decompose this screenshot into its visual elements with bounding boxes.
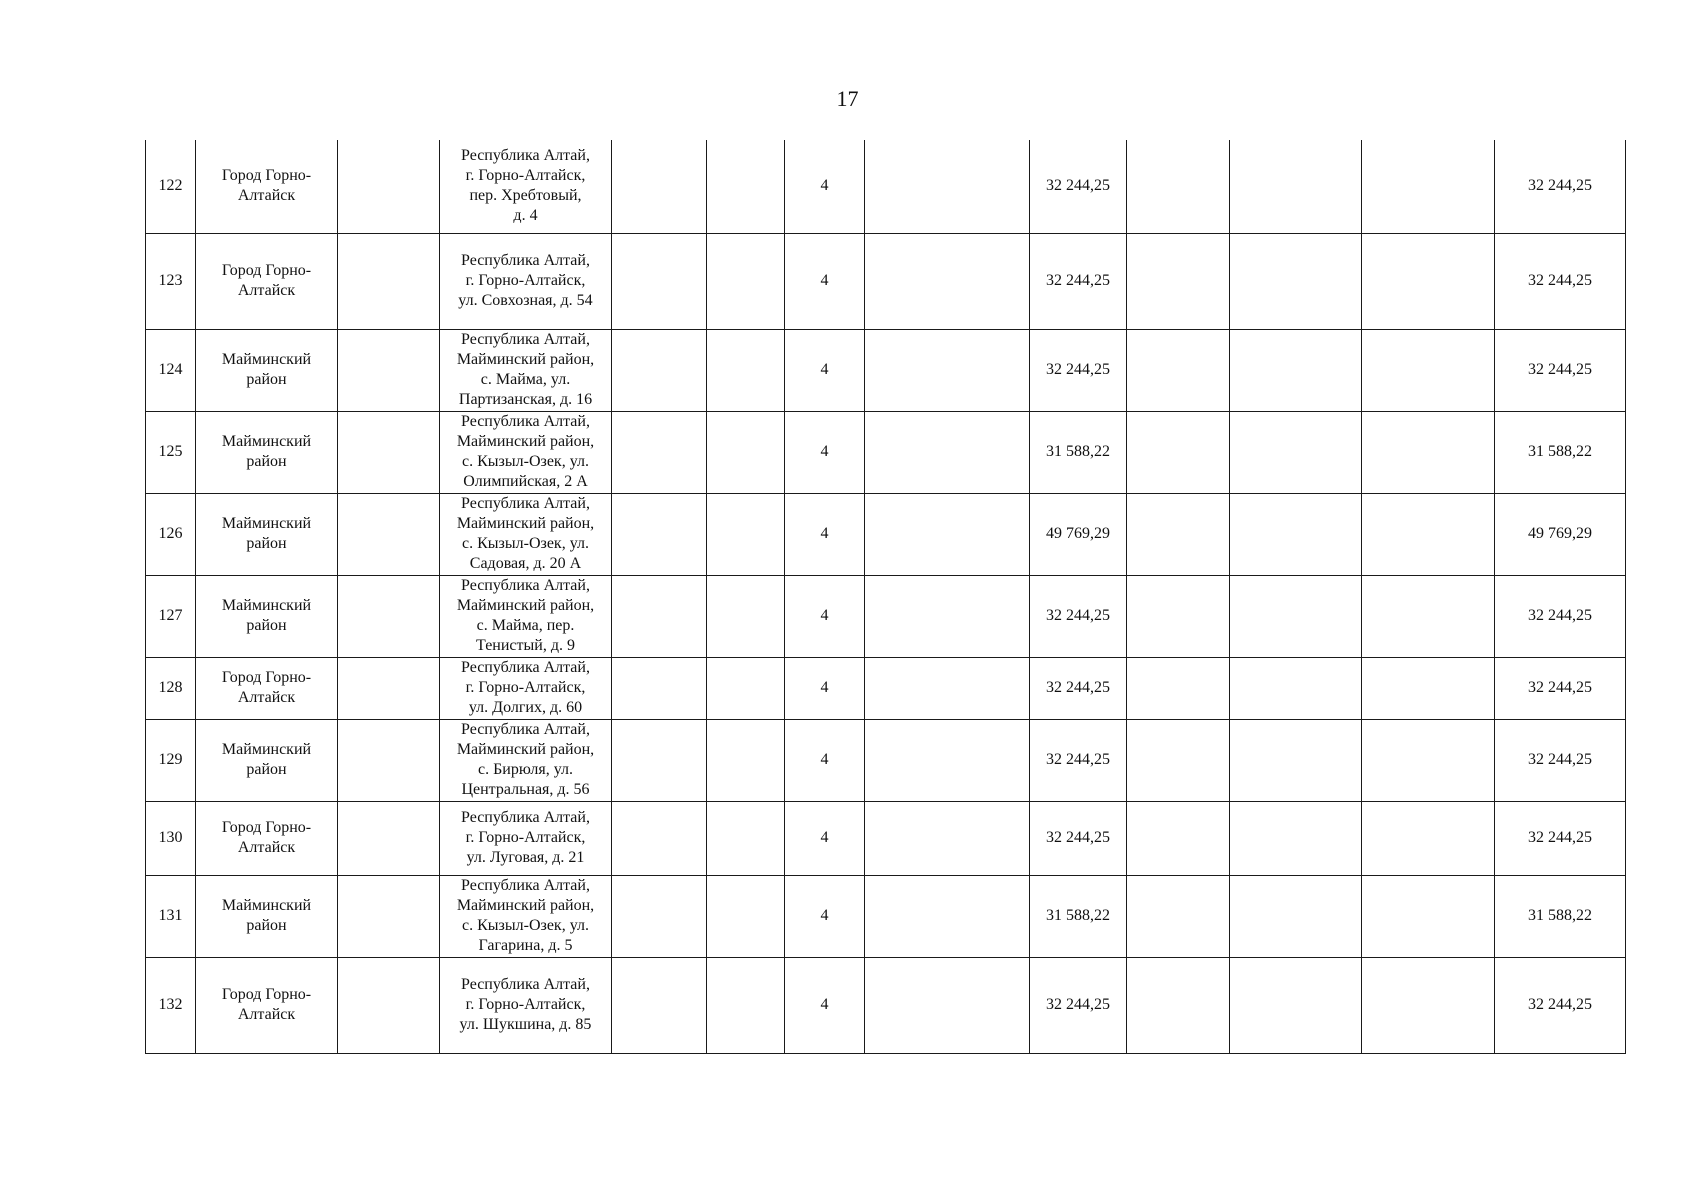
empty-cell: [612, 957, 707, 1053]
empty-cell: [612, 801, 707, 875]
quantity-cell: 4: [785, 875, 865, 957]
empty-cell: [1362, 233, 1495, 329]
empty-cell: [707, 140, 785, 233]
empty-cell: [338, 657, 440, 719]
empty-cell: [1362, 657, 1495, 719]
row-number: 127: [146, 575, 196, 657]
address-cell: Республика Алтай, Майминский район, с. Майма, ул. Партизанская, д. 16: [440, 329, 612, 411]
total-cell: 32 244,25: [1495, 329, 1626, 411]
row-number: 129: [146, 719, 196, 801]
quantity-cell: 4: [785, 140, 865, 233]
empty-cell: [338, 801, 440, 875]
empty-cell: [612, 233, 707, 329]
empty-cell: [338, 140, 440, 233]
table-row: [146, 575, 1626, 657]
empty-cell: [1127, 233, 1230, 329]
table-row: [146, 875, 1626, 957]
row-number: 131: [146, 875, 196, 957]
empty-cell: [338, 493, 440, 575]
empty-cell: [1230, 140, 1362, 233]
empty-cell: [1230, 411, 1362, 493]
table-row: [146, 140, 1626, 233]
row-number: 123: [146, 233, 196, 329]
row-number: 128: [146, 657, 196, 719]
district-cell: Майминский район: [196, 493, 338, 575]
page-number: 17: [836, 86, 859, 111]
address-cell: Республика Алтай, г. Горно-Алтайск, ул. Луговая, д. 21: [440, 801, 612, 875]
address-cell: Республика Алтай, г. Горно-Алтайск, пер. Хребтовый, д. 4: [440, 140, 612, 233]
empty-cell: [612, 657, 707, 719]
empty-cell: [865, 140, 1030, 233]
empty-cell: [1230, 719, 1362, 801]
amount-cell: 32 244,25: [1030, 140, 1127, 233]
empty-cell: [1230, 233, 1362, 329]
empty-cell: [707, 719, 785, 801]
district-cell: Майминский район: [196, 329, 338, 411]
row-number: 124: [146, 329, 196, 411]
empty-cell: [865, 657, 1030, 719]
quantity-cell: 4: [785, 493, 865, 575]
empty-cell: [707, 575, 785, 657]
empty-cell: [707, 329, 785, 411]
amount-cell: 32 244,25: [1030, 329, 1127, 411]
empty-cell: [707, 957, 785, 1053]
amount-cell: 31 588,22: [1030, 411, 1127, 493]
table-body: [146, 140, 1626, 1053]
row-number: 130: [146, 801, 196, 875]
district-cell: Город Горно- Алтайск: [196, 657, 338, 719]
registry-table: [145, 140, 1626, 1054]
address-cell: Республика Алтай, Майминский район, с. Кызыл-Озек, ул. Гагарина, д. 5: [440, 875, 612, 957]
empty-cell: [612, 719, 707, 801]
total-cell: 32 244,25: [1495, 575, 1626, 657]
empty-cell: [1127, 493, 1230, 575]
district-cell: Город Горно- Алтайск: [196, 233, 338, 329]
district-cell: Майминский район: [196, 875, 338, 957]
empty-cell: [1127, 719, 1230, 801]
amount-cell: 32 244,25: [1030, 957, 1127, 1053]
empty-cell: [1362, 493, 1495, 575]
empty-cell: [1230, 801, 1362, 875]
empty-cell: [865, 957, 1030, 1053]
empty-cell: [865, 719, 1030, 801]
address-cell: Республика Алтай, г. Горно-Алтайск, ул. Шукшина, д. 85: [440, 957, 612, 1053]
empty-cell: [338, 411, 440, 493]
empty-cell: [338, 719, 440, 801]
row-number: 125: [146, 411, 196, 493]
empty-cell: [1127, 657, 1230, 719]
address-cell: Республика Алтай, Майминский район, с. Кызыл-Озек, ул. Олимпийская, 2 А: [440, 411, 612, 493]
empty-cell: [865, 329, 1030, 411]
quantity-cell: 4: [785, 801, 865, 875]
empty-cell: [1230, 329, 1362, 411]
empty-cell: [338, 233, 440, 329]
empty-cell: [1127, 875, 1230, 957]
district-cell: Город Горно- Алтайск: [196, 801, 338, 875]
empty-cell: [707, 657, 785, 719]
empty-cell: [338, 329, 440, 411]
table-row: [146, 411, 1626, 493]
total-cell: 32 244,25: [1495, 719, 1626, 801]
empty-cell: [1230, 493, 1362, 575]
address-cell: Республика Алтай, Майминский район, с. Кызыл-Озек, ул. Садовая, д. 20 А: [440, 493, 612, 575]
quantity-cell: 4: [785, 329, 865, 411]
empty-cell: [1127, 411, 1230, 493]
row-number: 122: [146, 140, 196, 233]
quantity-cell: 4: [785, 957, 865, 1053]
quantity-cell: 4: [785, 719, 865, 801]
empty-cell: [338, 875, 440, 957]
empty-cell: [1230, 657, 1362, 719]
amount-cell: 32 244,25: [1030, 801, 1127, 875]
quantity-cell: 4: [785, 575, 865, 657]
address-cell: Республика Алтай, Майминский район, с. Бирюля, ул. Центральная, д. 56: [440, 719, 612, 801]
empty-cell: [1127, 957, 1230, 1053]
address-cell: Республика Алтай, г. Горно-Алтайск, ул. Долгих, д. 60: [440, 657, 612, 719]
empty-cell: [612, 329, 707, 411]
table-row: [146, 719, 1626, 801]
empty-cell: [865, 875, 1030, 957]
district-cell: Город Горно- Алтайск: [196, 957, 338, 1053]
table-row: [146, 801, 1626, 875]
amount-cell: 32 244,25: [1030, 719, 1127, 801]
total-cell: 32 244,25: [1495, 140, 1626, 233]
amount-cell: 32 244,25: [1030, 233, 1127, 329]
total-cell: 31 588,22: [1495, 875, 1626, 957]
empty-cell: [865, 575, 1030, 657]
empty-cell: [612, 411, 707, 493]
empty-cell: [707, 411, 785, 493]
quantity-cell: 4: [785, 657, 865, 719]
total-cell: 32 244,25: [1495, 801, 1626, 875]
empty-cell: [338, 957, 440, 1053]
amount-cell: 32 244,25: [1030, 575, 1127, 657]
table-row: [146, 957, 1626, 1053]
address-cell: Республика Алтай, Майминский район, с. Майма, пер. Тенистый, д. 9: [440, 575, 612, 657]
empty-cell: [1362, 140, 1495, 233]
empty-cell: [612, 575, 707, 657]
empty-cell: [1230, 875, 1362, 957]
empty-cell: [612, 875, 707, 957]
empty-cell: [707, 801, 785, 875]
empty-cell: [1230, 575, 1362, 657]
quantity-cell: 4: [785, 233, 865, 329]
empty-cell: [865, 493, 1030, 575]
address-cell: Республика Алтай, г. Горно-Алтайск, ул. Совхозная, д. 54: [440, 233, 612, 329]
empty-cell: [612, 140, 707, 233]
empty-cell: [1362, 875, 1495, 957]
district-cell: Город Горно- Алтайск: [196, 140, 338, 233]
empty-cell: [865, 411, 1030, 493]
empty-cell: [1127, 329, 1230, 411]
empty-cell: [1362, 411, 1495, 493]
district-cell: Майминский район: [196, 411, 338, 493]
table-row: [146, 493, 1626, 575]
district-cell: Майминский район: [196, 719, 338, 801]
total-cell: 32 244,25: [1495, 957, 1626, 1053]
total-cell: 49 769,29: [1495, 493, 1626, 575]
empty-cell: [1362, 719, 1495, 801]
row-number: 126: [146, 493, 196, 575]
total-cell: 32 244,25: [1495, 233, 1626, 329]
total-cell: 31 588,22: [1495, 411, 1626, 493]
district-cell: Майминский район: [196, 575, 338, 657]
table-row: [146, 329, 1626, 411]
total-cell: 32 244,25: [1495, 657, 1626, 719]
empty-cell: [1362, 575, 1495, 657]
empty-cell: [612, 493, 707, 575]
empty-cell: [1127, 575, 1230, 657]
table-row: [146, 657, 1626, 719]
amount-cell: 31 588,22: [1030, 875, 1127, 957]
empty-cell: [1127, 140, 1230, 233]
empty-cell: [865, 233, 1030, 329]
empty-cell: [338, 575, 440, 657]
empty-cell: [707, 493, 785, 575]
empty-cell: [1362, 801, 1495, 875]
empty-cell: [707, 875, 785, 957]
empty-cell: [1127, 801, 1230, 875]
table-row: [146, 233, 1626, 329]
amount-cell: 49 769,29: [1030, 493, 1127, 575]
empty-cell: [707, 233, 785, 329]
empty-cell: [865, 801, 1030, 875]
empty-cell: [1362, 957, 1495, 1053]
row-number: 132: [146, 957, 196, 1053]
empty-cell: [1362, 329, 1495, 411]
empty-cell: [1230, 957, 1362, 1053]
quantity-cell: 4: [785, 411, 865, 493]
amount-cell: 32 244,25: [1030, 657, 1127, 719]
